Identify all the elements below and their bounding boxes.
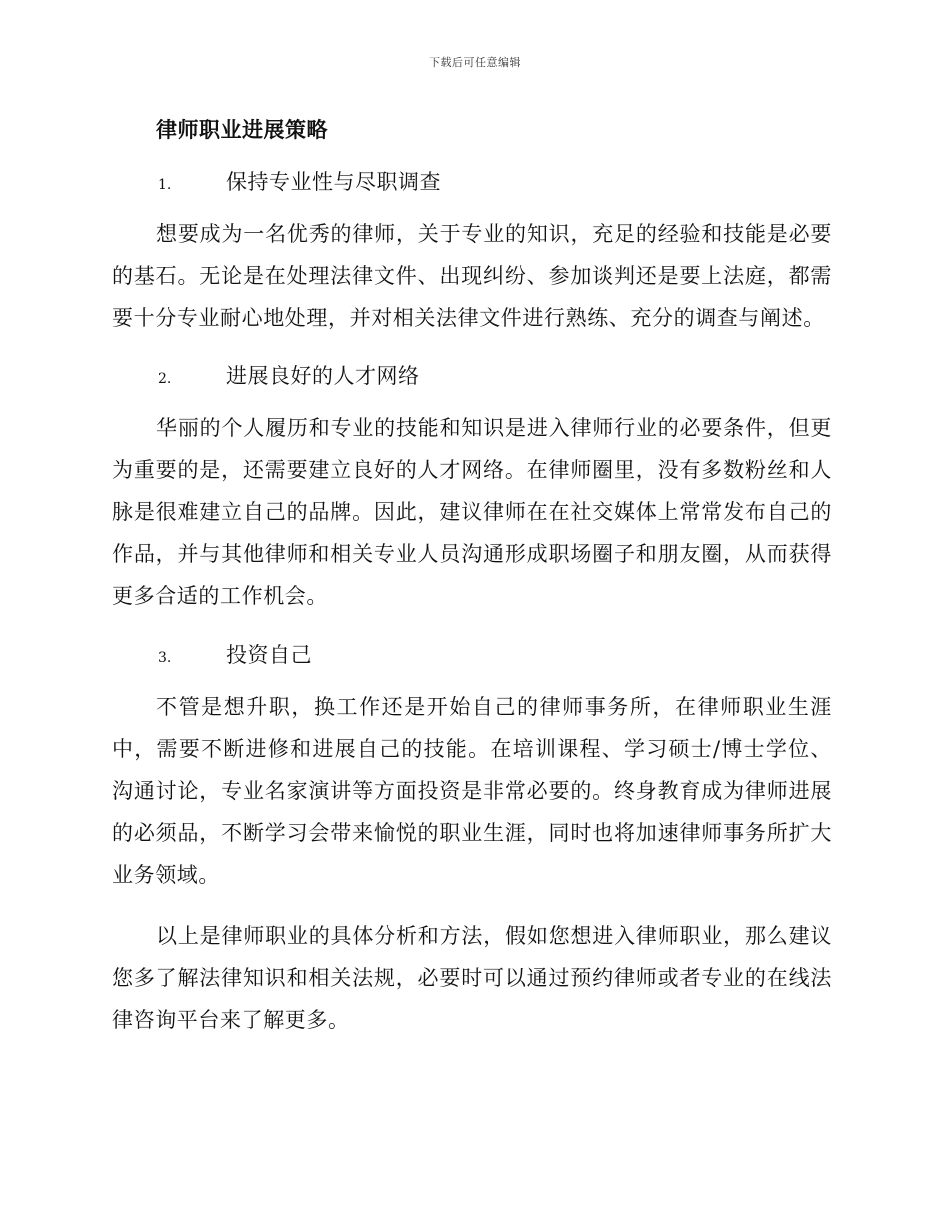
section-number: 1. [158,177,172,193]
section-paragraph: 想要成为一名优秀的律师，关于专业的知识，充足的经验和技能是必要的基石。无论是在处理法律文件、出现纠纷、参加谈判还是要上法庭，都需要十分专业耐心地处理，并对相关法律文件进行熟练、充分的调查与阐述。 [112,222,832,330]
page-header-note: 下载后可任意编辑 [429,56,521,69]
section-number: 3. [158,650,172,666]
section-heading [158,362,832,393]
section-2 [112,362,832,617]
conclusion-section [112,915,832,1041]
section-heading [158,641,832,672]
conclusion-paragraph: 以上是律师职业的具体分析和方法，假如您想进入律师职业，那么建议您多了解法律知识和相关法规，必要时可以通过预约律师或者专业的在线法律咨询平台来了解更多。 [112,924,832,1032]
section-heading [158,168,832,199]
section-heading-text: 进展良好的人才网络 [226,364,420,388]
document-title: 律师职业进展策略 [156,117,328,142]
section-3 [112,641,832,896]
section-paragraph: 不管是想升职，换工作还是开始自己的律师事务所，在律师职业生涯中，需要不断进修和进展自己的技能。在培训课程、学习硕士/博士学位、沟通讨论，专业名家演讲等方面投资是非常必要的。终身教育成为律师进展的必须品，不断学习会带来愉悦的职业生涯，同时也将加速律师事务所扩大业务领域。 [112,695,832,887]
section-number: 2. [158,371,172,387]
section-heading-text: 投资自己 [226,643,312,667]
section-1 [112,168,832,339]
section-paragraph: 华丽的个人履历和专业的技能和知识是进入律师行业的必要条件，但更为重要的是，还需要建立良好的人才网络。在律师圈里，没有多数粉丝和人脉是很难建立自己的品牌。因此，建议律师在在社交媒体上常常发布自己的作品，并与其他律师和相关专业人员沟通形成职场圈子和朋友圈，从而获得更多合适的工作机会。 [112,416,832,608]
section-heading-text: 保持专业性与尽职调查 [226,170,441,194]
